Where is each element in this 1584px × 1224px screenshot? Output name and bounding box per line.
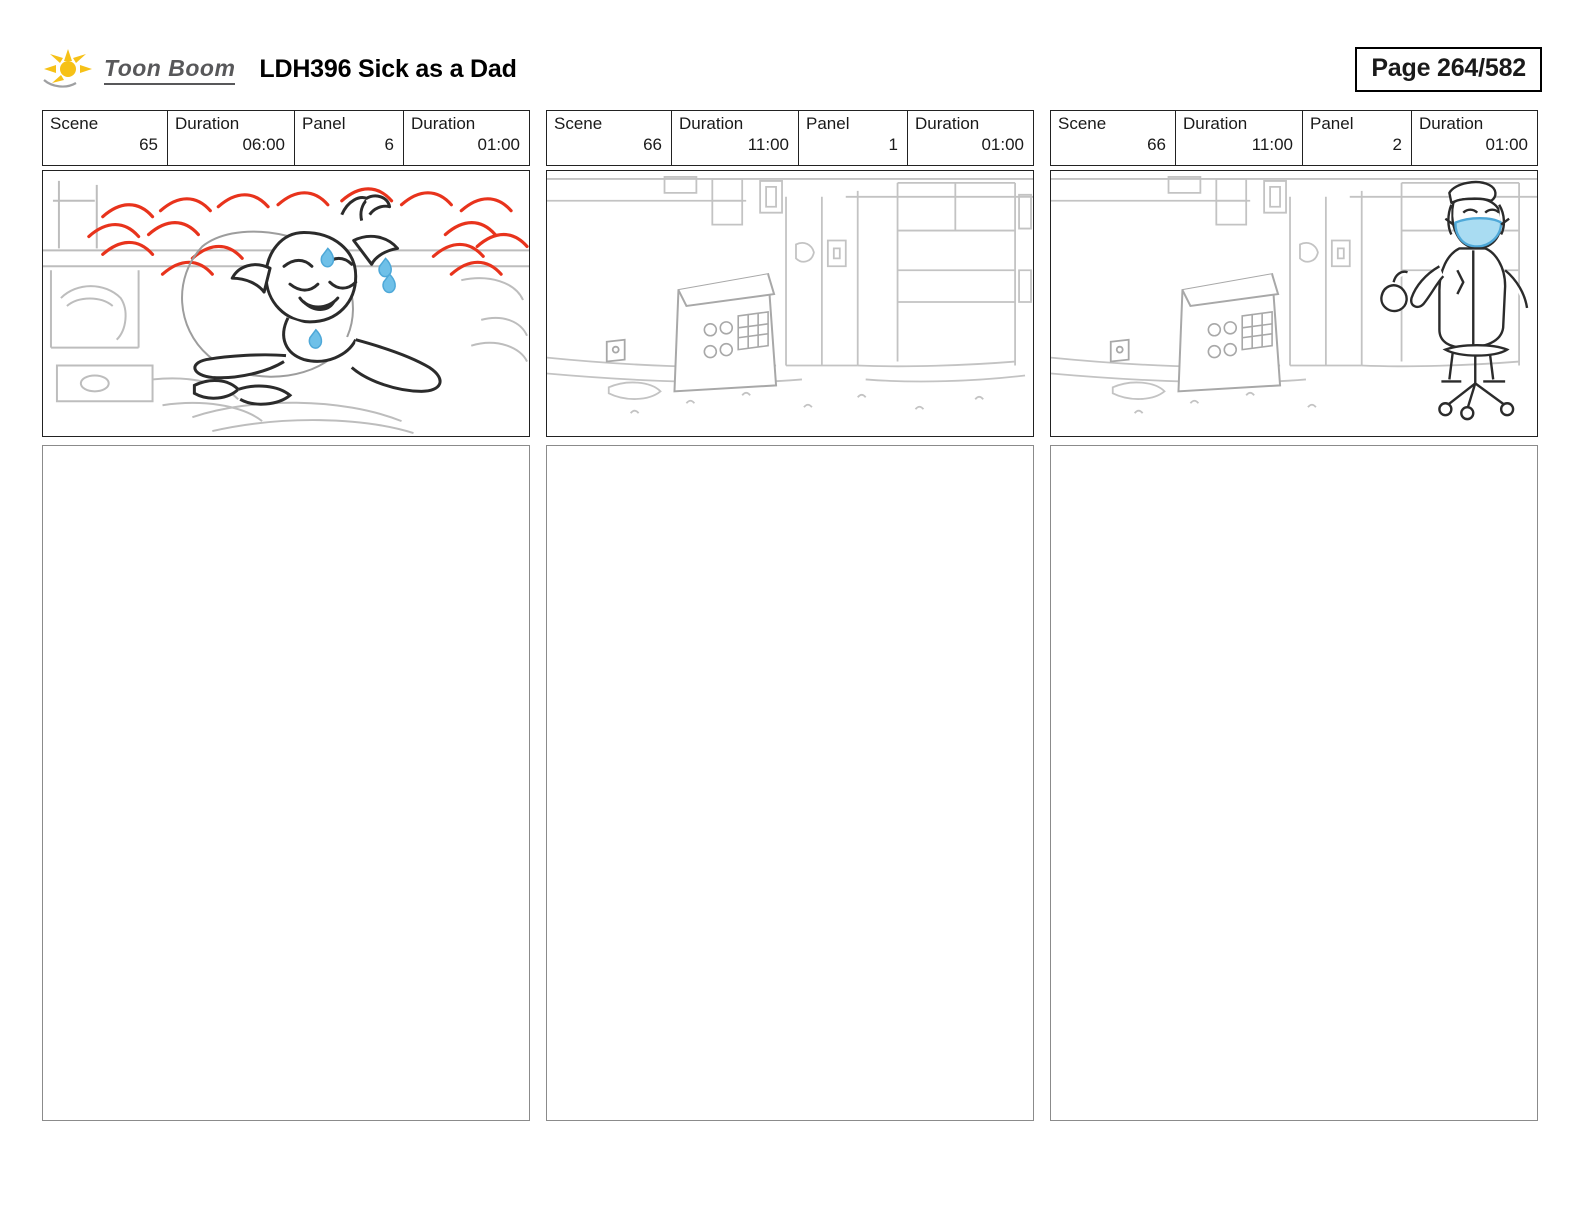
page-title: LDH396 Sick as a Dad: [259, 54, 517, 83]
value-scene: 66: [643, 135, 662, 154]
panel-artwork-3[interactable]: [1050, 170, 1538, 437]
label-scene: Scene: [554, 114, 603, 133]
cell-panel: [799, 111, 908, 165]
label-scene: Scene: [1058, 114, 1107, 133]
cell-scene-duration: [1176, 111, 1303, 165]
cell-panel: [1303, 111, 1412, 165]
page-header: [42, 0, 1542, 110]
label-panel-duration: Duration: [1419, 114, 1484, 133]
cell-scene-duration: [168, 111, 295, 165]
cell-panel-duration: [908, 111, 1033, 165]
label-panel-duration: Duration: [915, 114, 980, 133]
storyboard-column-3: [1050, 110, 1538, 1121]
cell-scene: [1051, 111, 1176, 165]
panel-info-table: [1050, 110, 1538, 166]
cell-panel-duration: [1412, 111, 1537, 165]
panel-columns: [42, 110, 1542, 1121]
cell-scene: [547, 111, 672, 165]
value-panel-duration: 01:00: [981, 135, 1024, 154]
panel-artwork-1[interactable]: [42, 170, 530, 437]
panel-notes-1[interactable]: [42, 445, 530, 1121]
label-duration: Duration: [1183, 114, 1248, 133]
label-panel: Panel: [806, 114, 850, 133]
value-panel: 1: [888, 135, 898, 154]
label-panel: Panel: [302, 114, 346, 133]
panel-info-table: [546, 110, 1034, 166]
storyboard-column-2: [546, 110, 1034, 1121]
brand-name: Toon Boom: [104, 55, 235, 84]
storyboard-column-1: [42, 110, 530, 1121]
value-scene: 66: [1147, 135, 1166, 154]
brand: [42, 49, 517, 89]
cell-scene-duration: [672, 111, 799, 165]
page-number: Page 264/582: [1355, 47, 1542, 92]
label-duration: Duration: [175, 114, 240, 133]
value-scene: 65: [139, 135, 158, 154]
label-panel-duration: Duration: [411, 114, 476, 133]
label-scene: Scene: [50, 114, 99, 133]
value-duration: 11:00: [747, 135, 789, 154]
cell-panel-duration: [404, 111, 529, 165]
panel-notes-3[interactable]: [1050, 445, 1538, 1121]
panel-artwork-2[interactable]: [546, 170, 1034, 437]
value-panel: 2: [1392, 135, 1402, 154]
value-panel-duration: 01:00: [1485, 135, 1528, 154]
value-panel: 6: [384, 135, 394, 154]
value-duration: 06:00: [242, 135, 285, 154]
value-panel-duration: 01:00: [477, 135, 520, 154]
value-duration: 11:00: [1251, 135, 1293, 154]
cell-panel: [295, 111, 404, 165]
label-panel: Panel: [1310, 114, 1354, 133]
panel-notes-2[interactable]: [546, 445, 1034, 1121]
panel-info-table: [42, 110, 530, 166]
sun-burst-logo-icon: [42, 49, 94, 89]
label-duration: Duration: [679, 114, 744, 133]
cell-scene: [43, 111, 168, 165]
